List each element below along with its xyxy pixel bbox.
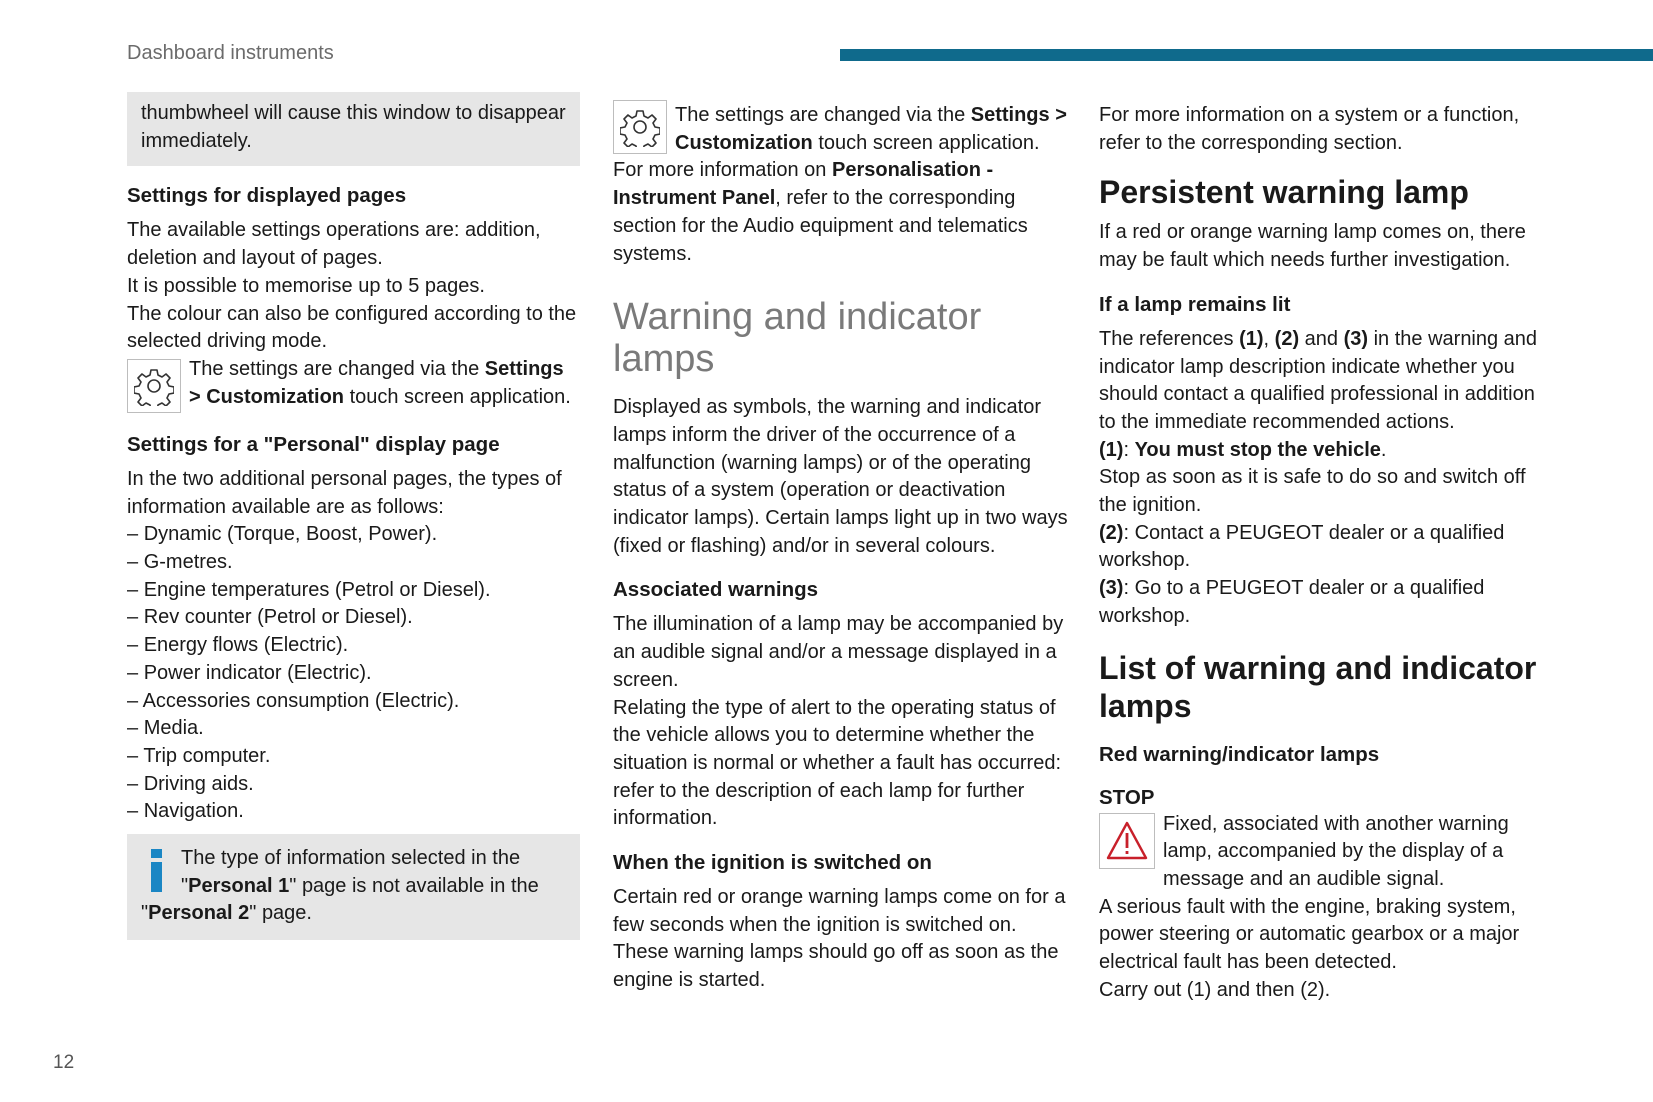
settings-path: Settings > Customization	[189, 357, 564, 408]
ref-3-line	[1099, 575, 1554, 630]
list-item: – Dynamic (Torque, Boost, Power).	[127, 521, 580, 549]
gear-icon	[127, 359, 181, 413]
list-item: – Engine temperatures (Petrol or Diesel).	[127, 577, 580, 605]
ref-label: (2)	[1099, 521, 1124, 544]
continued-note: thumbwheel will cause this window to disappear immediately.	[141, 102, 566, 152]
persistent-text: If a red or orange warning lamp comes on, there may be fault which needs further investigation.	[1099, 221, 1526, 272]
ref-label: (3)	[1343, 327, 1369, 350]
list-item: – Trip computer.	[127, 743, 580, 771]
list-item: – Accessories consumption (Electric).	[127, 688, 580, 716]
more-info-before: For more information on	[613, 159, 832, 182]
list-item: – Media.	[127, 715, 580, 743]
associated-line: Relating the type of alert to the operating status of the vehicle allows you to determine whether the situation is normal or whether a fault has occurred: refer to the description of each lamp for further information.	[613, 696, 1061, 830]
heading-displayed-pages: Settings for displayed pages	[127, 184, 407, 208]
list-item: – Energy flows (Electric).	[127, 632, 580, 660]
stop-line: Carry out (1) and then (2).	[1099, 978, 1331, 1001]
list-item: – Rev counter (Petrol or Diesel).	[127, 604, 580, 632]
column-left	[127, 96, 580, 940]
settings-note	[613, 102, 1068, 157]
ref-sep: :	[1123, 438, 1135, 461]
displayed-pages-line: The colour can also be configured according to the selected driving mode.	[127, 302, 577, 353]
heading-red-lamps: Red warning/indicator lamps	[1099, 742, 1380, 766]
heading-stop: STOP	[1099, 785, 1155, 809]
ref-1-line	[1099, 437, 1554, 465]
heading-ignition: When the ignition is switched on	[613, 851, 932, 875]
references-text	[1099, 326, 1554, 437]
header-accent-bar	[840, 49, 1653, 61]
section-title: Dashboard instruments	[127, 42, 334, 64]
heading-warning-lamps: Warning and indicator lamps	[613, 296, 982, 381]
ref-2-text: : Contact a PEUGEOT dealer or a qualified workshop.	[1099, 521, 1505, 572]
ref-3-text: : Go to a PEUGEOT dealer or a qualified workshop.	[1099, 577, 1485, 627]
ignition-text: Certain red or orange warning lamps come on for a few seconds when the ignition is switched on. These warning lamps should go off as soon as the engine is started.	[613, 886, 1066, 992]
heading-list-of-lamps: List of warning and indicator lamps	[1099, 649, 1537, 724]
ref-label: (1)	[1099, 438, 1124, 461]
references-part: The references	[1099, 327, 1240, 350]
settings-note-text: The settings are changed via the	[189, 357, 485, 380]
info-personal-1: Personal 1	[188, 874, 290, 897]
list-item: – Driving aids.	[127, 771, 580, 799]
more-info-text: For more information on a system or a function, refer to the corresponding section.	[1099, 104, 1520, 154]
column-middle	[613, 96, 1068, 995]
info-personal-2: Personal 2	[148, 902, 250, 925]
list-item: – G-metres.	[127, 549, 580, 577]
heading-associated-warnings: Associated warnings	[613, 578, 819, 602]
list-item: – Power indicator (Electric).	[127, 660, 580, 688]
warning-intro: Displayed as symbols, the warning and indicator lamps inform the driver of the occurrence of a malfunction (warning lamps) or of the operating status of a system (operation or deactivation indicator lamps). Certain lamps light up in two ways (fixed or flashing) and/or in several colours.	[613, 396, 1068, 557]
info-note-text: " page is not available in the "	[141, 874, 539, 925]
heading-persistent-lamp: Persistent warning lamp	[1099, 174, 1469, 211]
ref-end: .	[1380, 438, 1387, 461]
references-part: ,	[1263, 327, 1275, 350]
settings-note-end: touch screen application.	[812, 131, 1040, 154]
heading-lamp-remains-lit: If a lamp remains lit	[1099, 292, 1291, 316]
stop-line: A serious fault with the engine, braking system, power steering or automatic gearbox or a major electrical fault has been detected.	[1099, 895, 1520, 974]
ref-1-text: Stop as soon as it is safe to do so and switch off the ignition.	[1099, 466, 1526, 517]
associated-line: The illumination of a lamp may be accompanied by an audible signal and/or a message displayed in a screen.	[613, 613, 1064, 691]
info-note-box	[127, 834, 580, 940]
references-part: and	[1299, 327, 1344, 350]
continued-note-box	[127, 92, 580, 166]
ref-label: (2)	[1274, 327, 1300, 350]
settings-note-end: touch screen application.	[344, 385, 571, 408]
ref-2-line	[1099, 520, 1554, 575]
displayed-pages-line: The available settings operations are: addition, deletion and layout of pages.	[127, 219, 541, 270]
stop-text: Fixed, associated with another warning lamp, accompanied by the display of a message and an audible signal.	[1163, 812, 1509, 890]
more-info-after: , refer to the corresponding section for the Audio equipment and telematics systems.	[613, 187, 1028, 265]
heading-personal-page: Settings for a "Personal" display page	[127, 432, 500, 456]
ref-1-action: You must stop the vehicle	[1134, 438, 1381, 461]
settings-note	[127, 356, 580, 415]
list-item: – Navigation.	[127, 798, 580, 826]
more-info-text	[613, 157, 1068, 268]
more-info-bold: Personalisation - Instrument Panel	[613, 159, 994, 210]
stop-lamp-entry	[1099, 811, 1554, 894]
ref-label: (1)	[1239, 327, 1264, 350]
ref-label: (3)	[1099, 577, 1124, 600]
warning-triangle-icon	[1099, 813, 1155, 869]
settings-note-text: The settings are changed via the	[675, 104, 971, 126]
settings-path: Settings > Customization	[675, 104, 1067, 154]
info-note-text: " page.	[249, 902, 312, 925]
page-number: 12	[53, 1052, 75, 1073]
info-icon	[141, 847, 171, 899]
references-part: in the warning and indicator lamp description indicate whether you should contact a qualified professional in addition to the immediate recommended actions.	[1099, 327, 1538, 433]
info-note-text: The type of information selected in the "	[181, 847, 521, 897]
column-right	[1099, 96, 1554, 1004]
personal-info-list	[127, 521, 580, 826]
displayed-pages-line: It is possible to memorise up to 5 pages.	[127, 274, 485, 297]
gear-icon	[613, 100, 667, 154]
personal-intro: In the two additional personal pages, the types of information available are as follows:	[127, 467, 562, 518]
